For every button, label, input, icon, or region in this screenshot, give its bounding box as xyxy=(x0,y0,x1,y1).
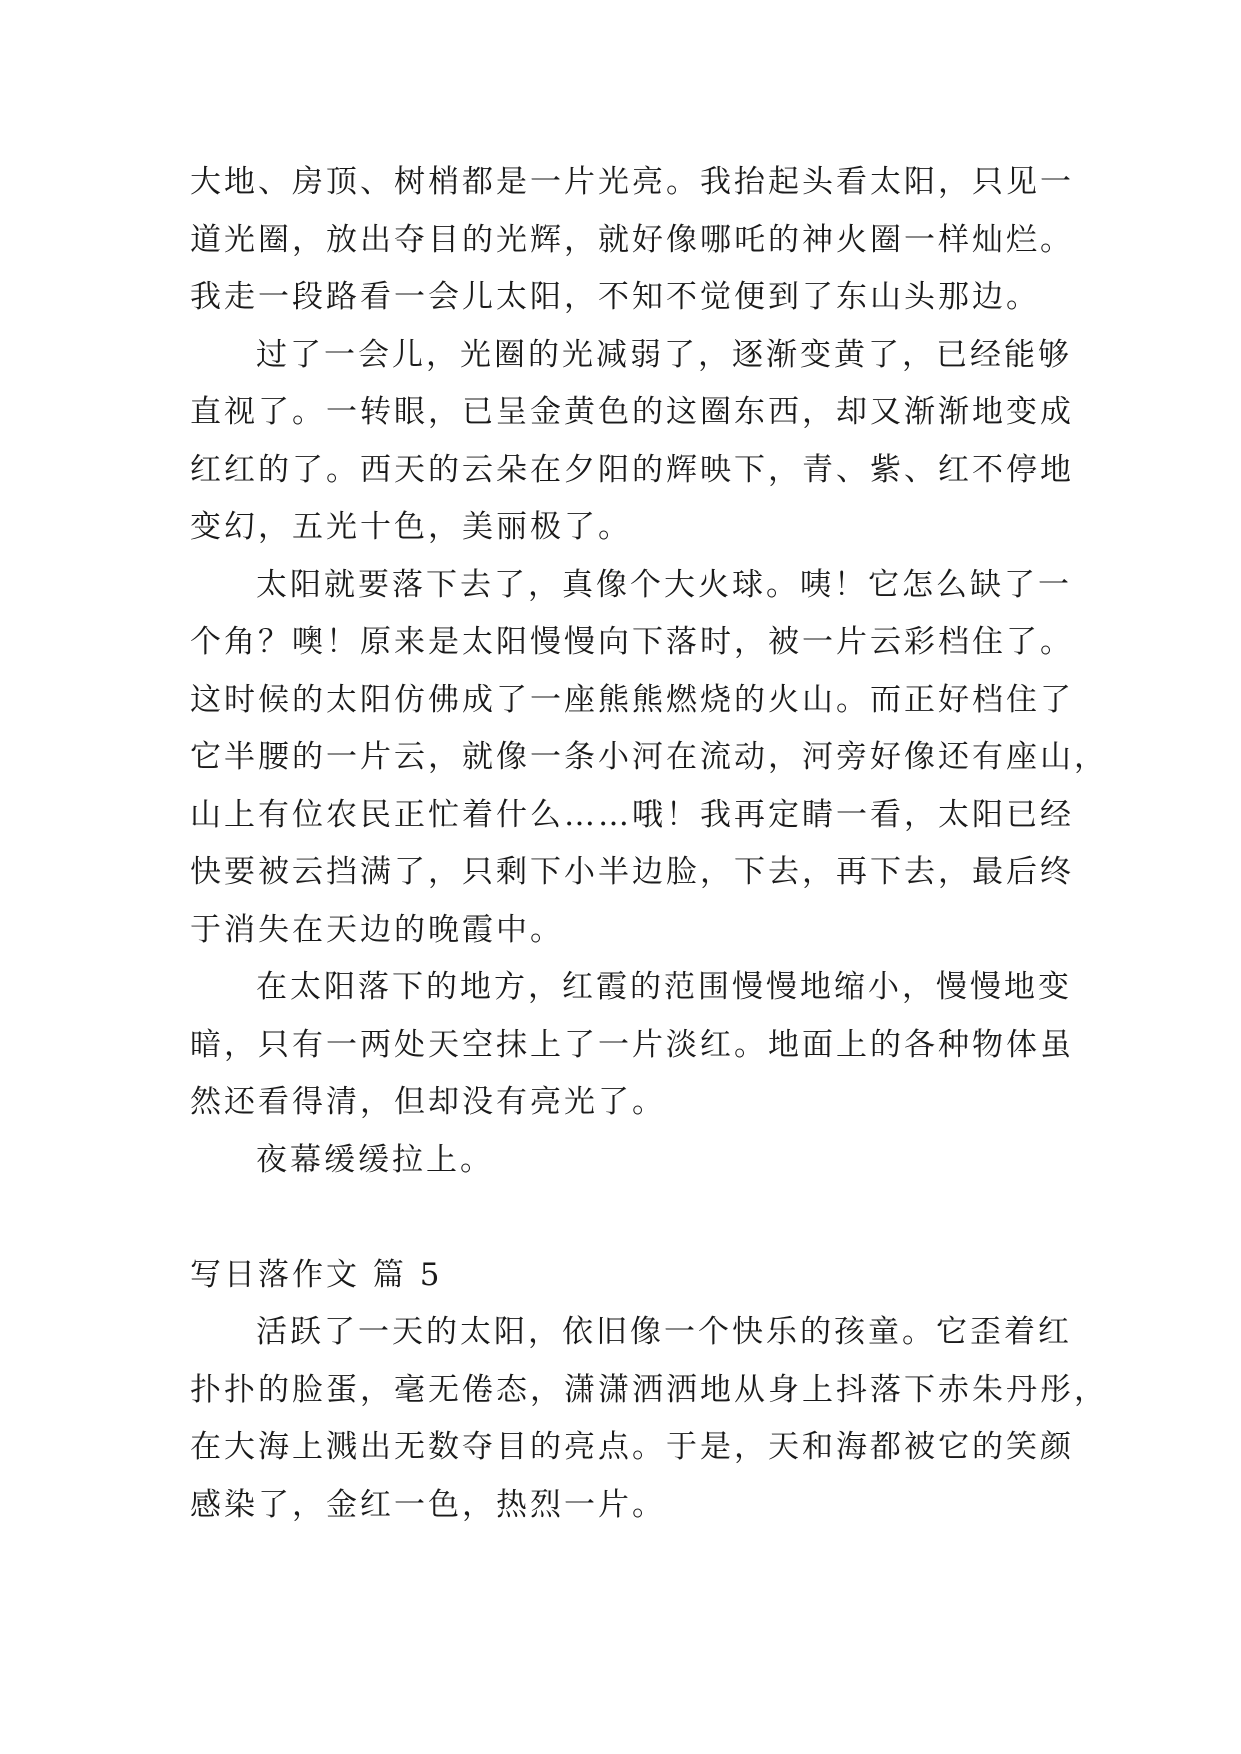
text-line: 变幻，五光十色，美丽极了。 xyxy=(190,509,632,545)
paragraph-1 xyxy=(190,154,1074,327)
text-line: 于消失在天边的晚霞中。 xyxy=(190,911,564,948)
text-line: 我走一段路看一会儿太阳，不知不觉便到了东山头那边。 xyxy=(190,279,1040,315)
document-body xyxy=(190,154,1108,1534)
text-line: 山上有位农民正忙着什么……哦！我再定睛一看，太阳已经 xyxy=(190,796,1074,833)
text-line: 大地、房顶、树梢都是一片光亮。我抬起头看太阳，只见一 xyxy=(190,164,1074,200)
text-line: 暗，只有一两处天空抹上了一片淡红。地面上的各种物体虽 xyxy=(190,1026,1074,1063)
text-line: 感染了，金红一色，热烈一片。 xyxy=(190,1486,666,1523)
paragraph-5 xyxy=(190,1132,1070,1190)
text-line: 太阳就要落下去了，真像个大火球。咦！它怎么缺了一 xyxy=(256,566,1072,603)
text-line: 扑扑的脸蛋，毫无倦态，潇潇洒洒地从身上抖落下赤朱丹彤， xyxy=(190,1371,1108,1408)
text-line: 它半腰的一片云，就像一条小河在流动，河旁好像还有座山， xyxy=(190,739,1108,775)
section-heading: 写日落作文 篇 5 xyxy=(190,1256,443,1293)
paragraph-3 xyxy=(190,557,1108,960)
text-line: 这时候的太阳仿佛成了一座熊熊燃烧的火山。而正好档住了 xyxy=(190,681,1074,718)
text-line: 过了一会儿，光圈的光减弱了，逐渐变黄了，已经能够 xyxy=(256,336,1072,373)
text-line: 快要被云挡满了，只剩下小半边脸，下去，再下去，最后终 xyxy=(190,854,1074,890)
text-line: 道光圈，放出夺目的光辉，就好像哪吒的神火圈一样灿烂。 xyxy=(190,221,1074,258)
text-line: 个角？噢！原来是太阳慢慢向下落时，被一片云彩档住了。 xyxy=(190,624,1074,660)
paragraph-2 xyxy=(190,327,1074,557)
text-line: 红红的了。西天的云朵在夕阳的辉映下，青、紫、红不停地 xyxy=(190,451,1074,488)
text-line: 然还看得清，但却没有亮光了。 xyxy=(190,1084,666,1120)
text-line: 在太阳落下的地方，红霞的范围慢慢地缩小，慢慢地变 xyxy=(256,969,1072,1005)
blank-line xyxy=(190,1189,1070,1247)
text-line: 直视了。一转眼，已呈金黄色的这圈东西，却又渐渐地变成 xyxy=(190,394,1074,430)
text-line: 在大海上溅出无数夺目的亮点。于是，天和海都被它的笑颜 xyxy=(190,1429,1074,1465)
paragraph-4 xyxy=(190,959,1074,1132)
paragraph-6 xyxy=(190,1304,1108,1534)
text-line: 活跃了一天的太阳，依旧像一个快乐的孩童。它歪着红 xyxy=(256,1314,1072,1350)
text-line: 夜幕缓缓拉上。 xyxy=(256,1141,494,1178)
